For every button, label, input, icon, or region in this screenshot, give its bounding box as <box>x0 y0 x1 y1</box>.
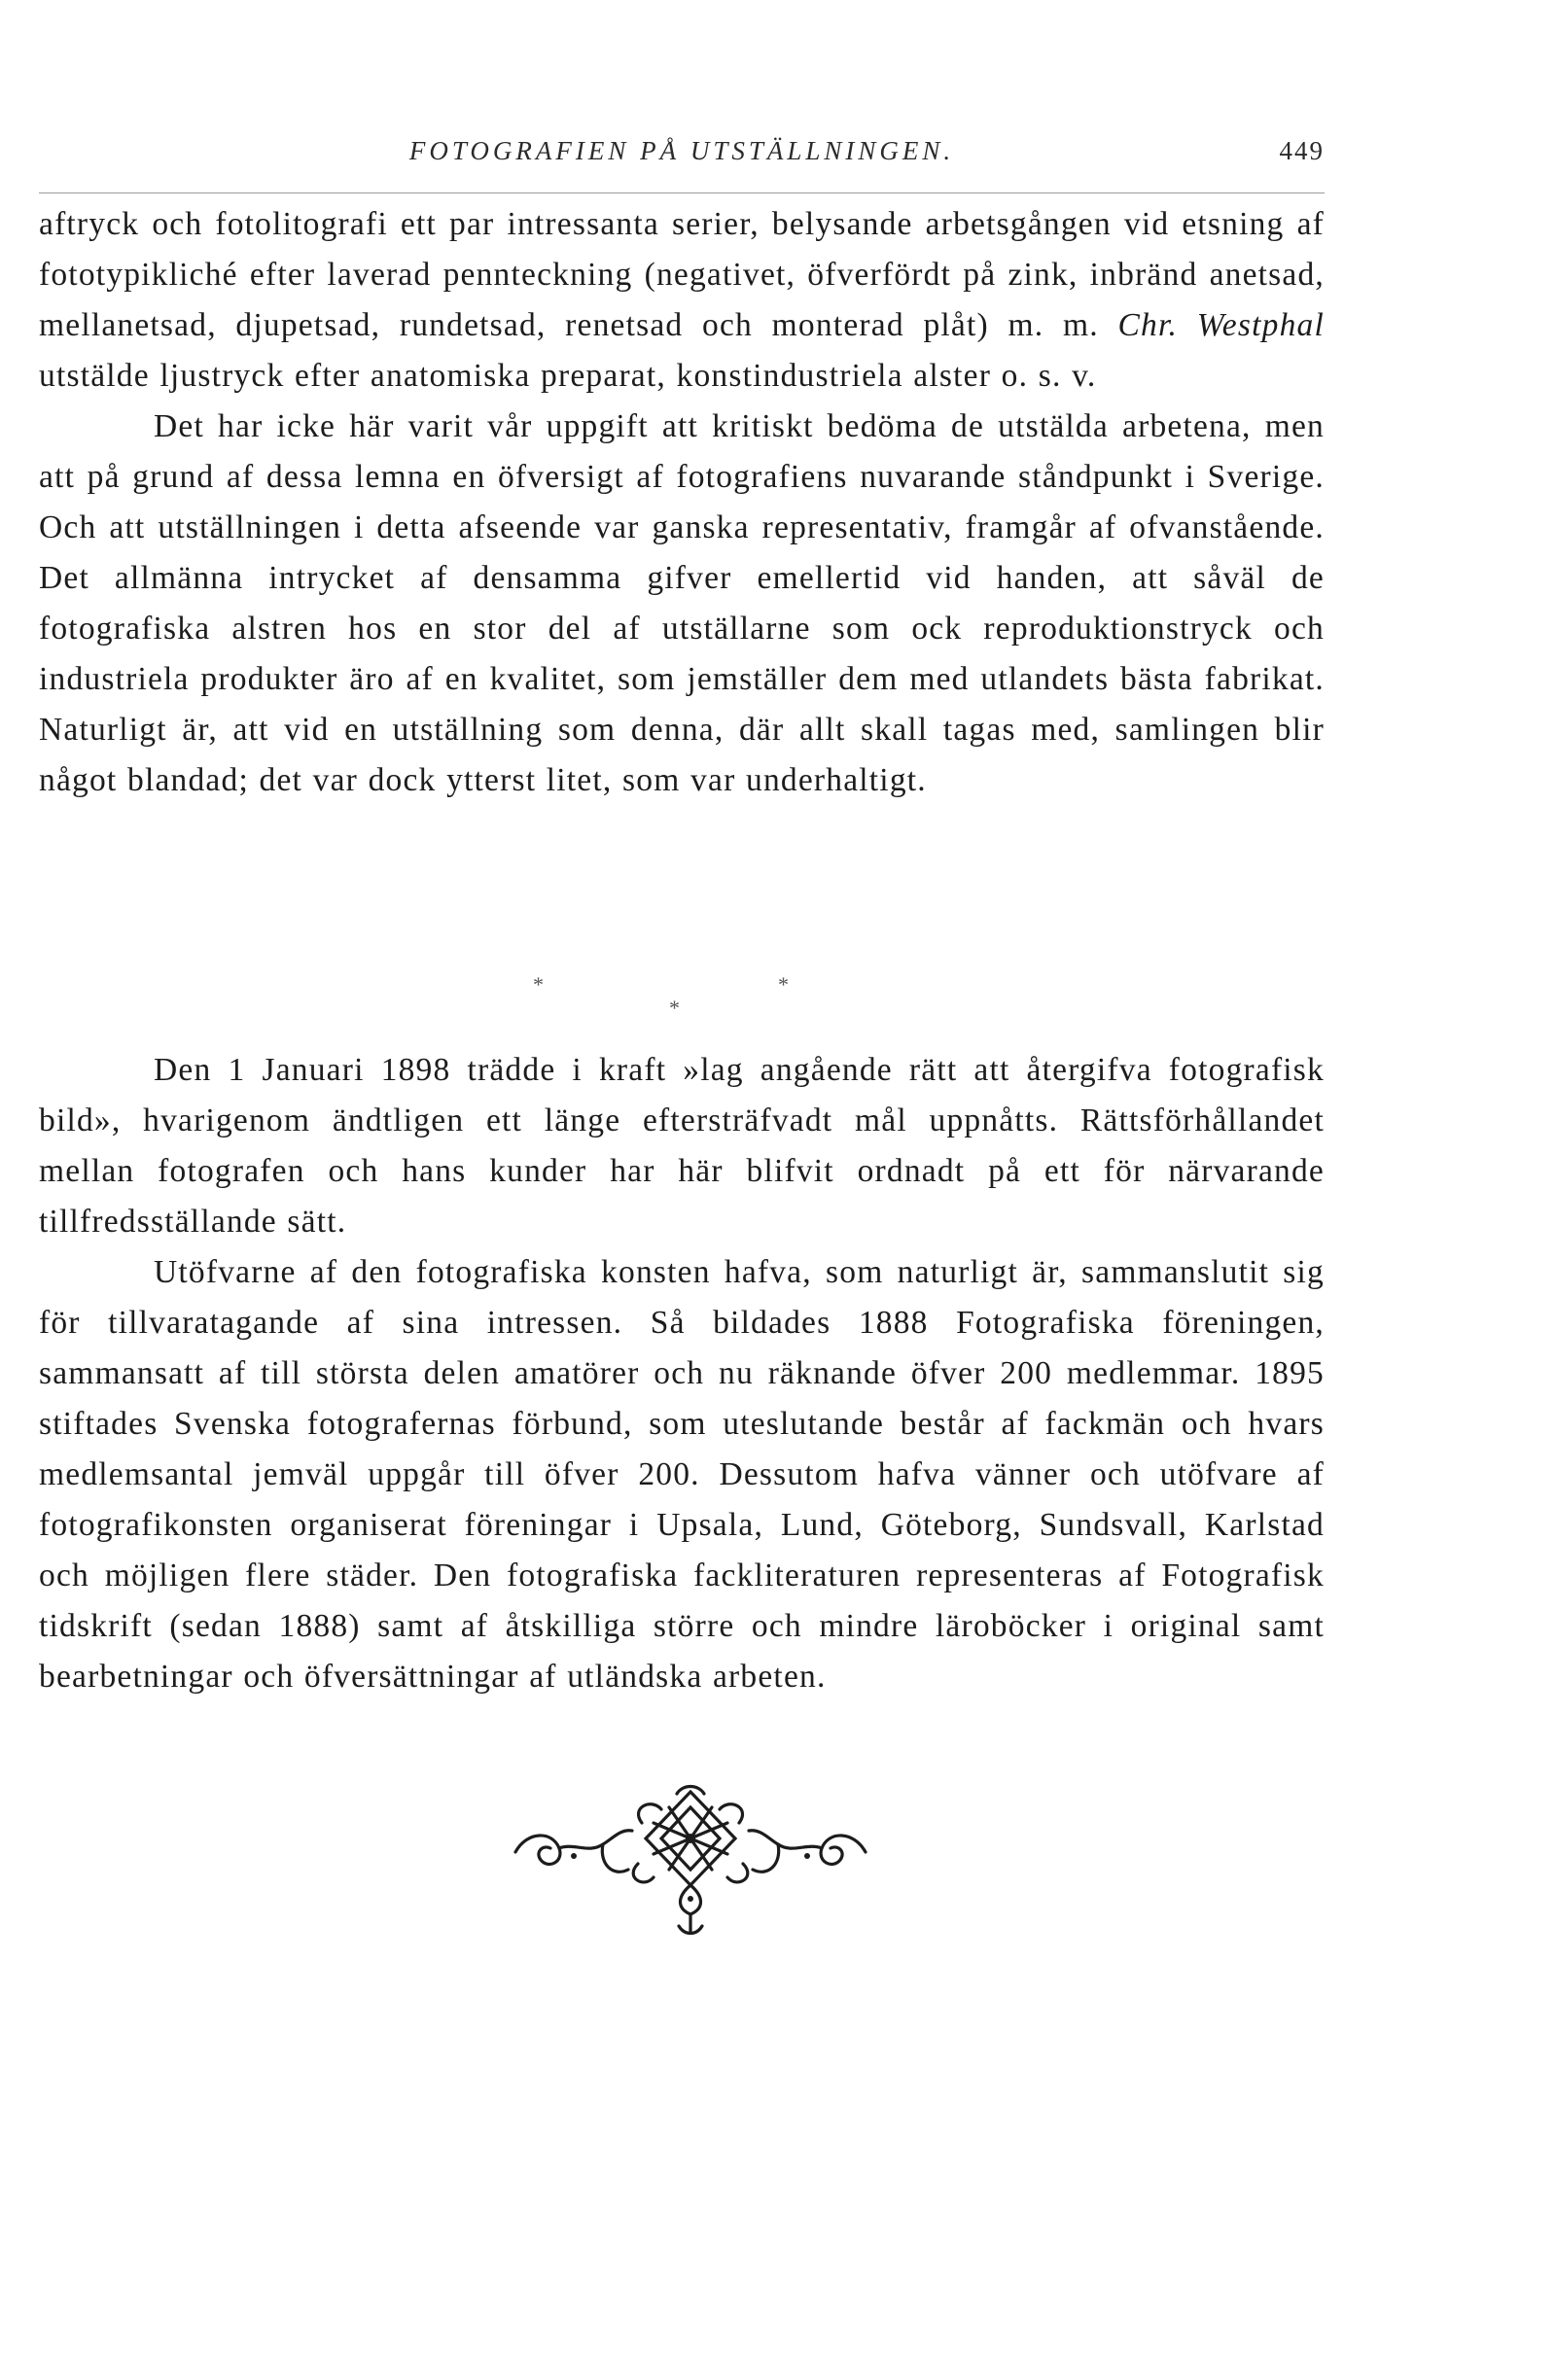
section-break-asterism <box>0 972 1556 1031</box>
paragraph-3: Den 1 Januari 1898 trädde i kraft »lag angående rätt att återgifva fotografisk bild», hvarigenom ändtligen ett länge eftersträfvadt mål uppnåtts. Rättsförhållandet mellan fotografen och hans kunder har här blifvit ordnadt på ett för närvarande tillfredsställande sätt. <box>39 1052 1325 1240</box>
text-block-upper <box>39 199 1325 806</box>
running-head <box>39 136 1325 185</box>
text-block-lower <box>39 1045 1325 1702</box>
paragraph-2: Det har icke här varit vår uppgift att kritiskt bedöma de utstälda arbetena, men att på grund af dessa lemna en öfversigt af fotografiens nuvarande ståndpunkt i Sverige. Och att utställningen i detta afseende var ganska representativ, framgår af ofvanstående. Det allmänna intrycket af densamma gifver emellertid vid handen, att såväl de fotografiska alstren hos en stor del af utställarne som ock reproduktionstryck och industriela produkter äro af en kvalitet, som jemställer dem med utlandets bästa fabrikat. Naturligt är, att vid en utställning som denna, där allt skall tagas med, samlingen blir något blandad; det var dock ytterst litet, som var underhaltigt. <box>39 408 1325 798</box>
paragraph-continued <box>39 199 1325 402</box>
floral-tailpiece-ornament-icon <box>506 1784 875 1940</box>
page-number: 449 <box>1279 136 1325 165</box>
asterism-star-left: * <box>533 972 544 997</box>
running-title: FOTOGRAFIEN PÅ UTSTÄLLNINGEN. <box>408 136 955 165</box>
asterism-star-right: * <box>778 972 789 997</box>
paragraph-1-tail: utstälde ljustryck efter anatomiska preparat, konstindustriela alster o. s. v. <box>39 358 1097 394</box>
paragraph-1-text: aftryck och fotolitografi ett par intressanta serier, belysande arbetsgången vid etsning af fototypikliché efter laverad pennteckning (negativet, öfverfördt på zink, inbränd anetsad, mellanetsad, djupetsad, rundetsad, renetsad och monterad plåt) m. m. <box>39 206 1325 343</box>
paragraph-1-person-name: Chr. Westphal <box>1117 307 1325 343</box>
paragraph-4: Utöfvarne af den fotografiska konsten hafva, som naturligt är, sammanslutit sig för tillvaratagande af sina intressen. Så bildades 1888 Fotografiska föreningen, sammansatt af till största delen amatörer och nu räknande öfver 200 medlemmar. 1895 stiftades Svenska fotografernas förbund, som uteslutande består af fackmän och hvars medlemsantal jemväl uppgår till öfver 200. Dessutom hafva vänner och utöfvare af fotografikonsten organiserat föreningar i Upsala, Lund, Göteborg, Sundsvall, Karlstad och möjligen flere städer. Den fotografiska fackliteraturen representeras af Fotografisk tidskrift (sedan 1888) samt af åtskilliga större och mindre läroböcker i original samt bearbetningar och öfversättningar af utländska arbeten. <box>39 1254 1325 1695</box>
header-rule <box>39 192 1325 193</box>
asterism-star-bottom: * <box>669 996 680 1020</box>
